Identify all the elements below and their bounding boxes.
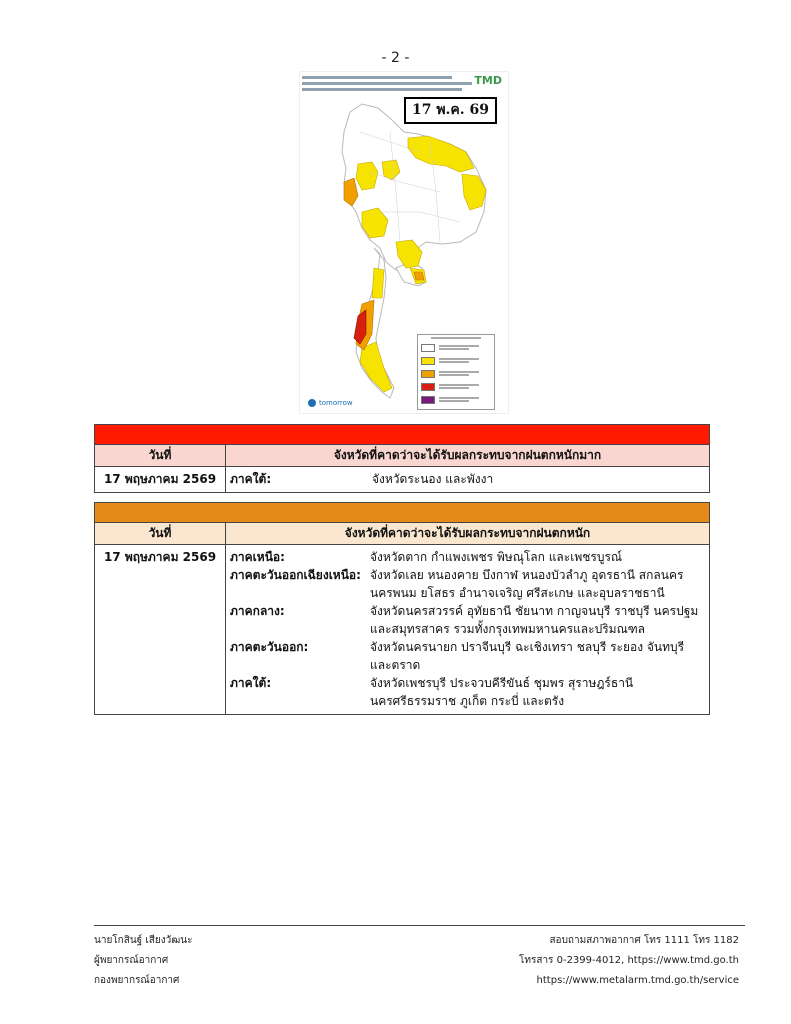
legend-row (421, 380, 491, 393)
province-line: นครพนม ยโสธร อำนาจเจริญ ศรีสะเกษ และอุบลราชธานี (370, 586, 665, 600)
very-heavy-rain-table (94, 424, 710, 493)
table-color-bar-red (95, 425, 709, 445)
region-provinces (370, 566, 705, 602)
tomorrow-logo-icon (308, 399, 316, 407)
region-provinces (370, 638, 705, 674)
map-legend (417, 334, 495, 410)
contact-service-link[interactable]: https://www.metalarm.tmd.go.th/service (536, 975, 739, 986)
region-name: ภาคเหนือ: (230, 550, 285, 564)
forecast-date: 17 พฤษภาคม 2569 (95, 545, 226, 714)
heavy-rain-table (94, 502, 710, 715)
region-row-north (230, 548, 705, 566)
contact-fax-website: โทรสาร 0-2399-4012, https://www.tmd.go.th (519, 955, 739, 966)
forecast-date: 17 พฤษภาคม 2569 (95, 467, 226, 492)
region-provinces: จังหวัดระนอง และพังงา (372, 472, 494, 486)
header-date: วันที่ (95, 523, 226, 544)
rainfall-forecast-map (299, 71, 509, 414)
forecaster-title: ผู้พยากรณ์อากาศ (94, 955, 169, 966)
yellow-south-upper (372, 268, 384, 298)
province-line: จังหวัดนครนายก ปราจีนบุรี ฉะเชิงเทรา ชลบุรี ระยอง จันทบุรี (370, 640, 685, 654)
province-line: จังหวัดเลย หนองคาย บึงกาฬ หนองบัวลำภู อุดรธานี สกลนคร (370, 568, 684, 582)
region-name: ภาคใต้: (230, 472, 272, 486)
legend-swatch-purple (421, 396, 435, 404)
header-provinces: จังหวัดที่คาดว่าจะได้รับผลกระทบจากฝนตกหนักมาก (333, 448, 602, 462)
table-color-bar-orange (95, 503, 709, 523)
legend-swatch-white (421, 344, 435, 352)
orange-chanthaburi (414, 272, 424, 280)
legend-row (421, 367, 491, 380)
contact-phone: สอบถามสภาพอากาศ โทร 1111 โทร 1182 (549, 935, 739, 946)
footer-contact-info (519, 931, 739, 991)
province-line: นครศรีธรรมราช ภูเก็ต กระบี่ และตรัง (370, 694, 565, 708)
region-list (226, 467, 709, 492)
region-row-south (230, 674, 705, 710)
province-line: จังหวัดเพชรบุรี ประจวบคีรีขันธ์ ชุมพร สุราษฎร์ธานี (370, 676, 634, 690)
tomorrow-credit (308, 399, 353, 407)
region-provinces (370, 548, 705, 566)
region-name: ภาคตะวันออกเฉียงเหนือ: (230, 568, 361, 582)
region-list (226, 545, 709, 714)
header-date: วันที่ (95, 445, 226, 466)
tmd-logo: TMD (474, 74, 502, 87)
region-name: ภาคตะวันออก: (230, 640, 309, 654)
legend-row (421, 341, 491, 354)
region-row-south (230, 470, 705, 488)
table-row (95, 545, 709, 714)
map-date-label: 17 พ.ค. 69 (404, 97, 497, 124)
forecaster-division: กองพยากรณ์อากาศ (94, 975, 180, 986)
legend-row (421, 393, 491, 406)
region-name: ภาคใต้: (230, 676, 272, 690)
footer-divider (94, 925, 745, 926)
tomorrow-credit-text: tomorrow (319, 399, 353, 407)
province-line: จังหวัดนครสวรรค์ อุทัยธานี ชัยนาท กาญจนบุรี ราชบุรี นครปฐม (370, 604, 699, 618)
table-header-row (95, 523, 709, 545)
province-line: และสมุทรสาคร รวมทั้งกรุงเทพมหานครและปริมณฑล (370, 622, 646, 636)
legend-title-lines (421, 337, 491, 339)
region-row-northeast (230, 566, 705, 602)
footer-forecaster-info (94, 931, 193, 991)
legend-row (421, 354, 491, 367)
region-row-east (230, 638, 705, 674)
legend-swatch-orange (421, 370, 435, 378)
province-line: และตราด (370, 658, 421, 672)
region-name: ภาคกลาง: (230, 604, 285, 618)
forecaster-name: นายโกสินฐ์ เสียงวัฒนะ (94, 935, 193, 946)
region-provinces (370, 674, 705, 710)
region-provinces (370, 602, 705, 638)
province-line: จังหวัดตาก กำแพงเพชร พิษณุโลก และเพชรบูรณ์ (370, 550, 623, 564)
table-row (95, 467, 709, 492)
header-provinces: จังหวัดที่คาดว่าจะได้รับผลกระทบจากฝนตกหนัก (344, 526, 591, 540)
legend-swatch-red (421, 383, 435, 391)
table-header-row (95, 445, 709, 467)
map-header-text-lines (302, 76, 472, 94)
region-row-central (230, 602, 705, 638)
legend-swatch-yellow (421, 357, 435, 365)
page-number: - 2 - (381, 50, 410, 66)
